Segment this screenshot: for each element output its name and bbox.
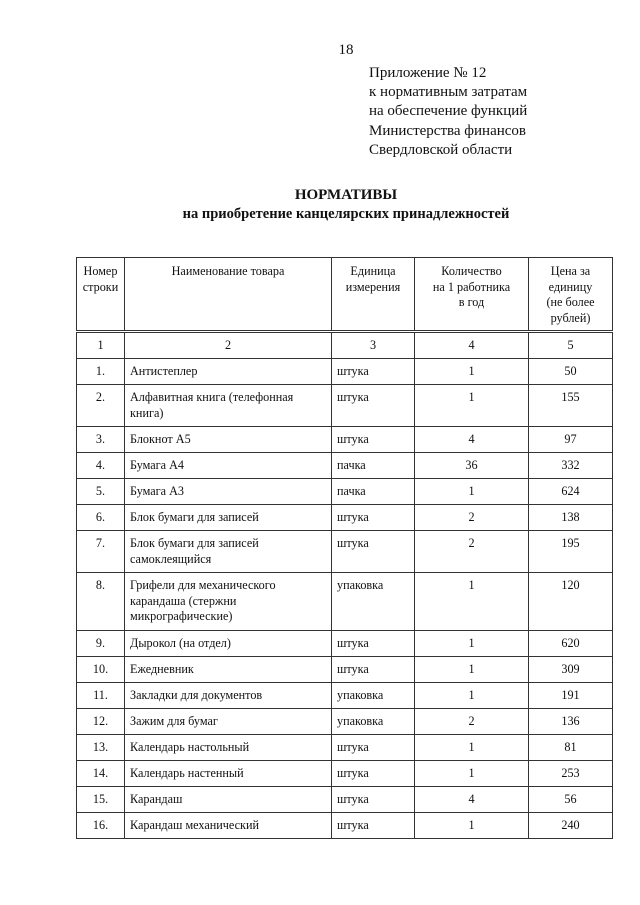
table-row [77, 479, 613, 505]
price-cell: 120 [529, 573, 613, 631]
quantity-cell: 2 [415, 531, 529, 573]
price-cell: 332 [529, 453, 613, 479]
price-cell: 155 [529, 385, 613, 427]
header-quantity: Количество на 1 работника в год [415, 258, 529, 332]
price-cell: 56 [529, 787, 613, 813]
table-row [77, 683, 613, 709]
table-row [77, 709, 613, 735]
unit-cell: упаковка [332, 709, 415, 735]
table-row [77, 385, 613, 427]
item-name-cell: Зажим для бумаг [125, 709, 332, 735]
price-cell: 240 [529, 813, 613, 839]
price-cell: 97 [529, 427, 613, 453]
row-number-cell: 15. [77, 787, 125, 813]
item-name-cell: Алфавитная книга (телефонная книга) [125, 385, 332, 427]
appendix-line: на обеспечение функций [369, 103, 528, 120]
quantity-cell: 1 [415, 479, 529, 505]
unit-cell: штука [332, 531, 415, 573]
table-row [77, 453, 613, 479]
table-row [77, 761, 613, 787]
price-cell: 195 [529, 531, 613, 573]
item-name-cell: Календарь настенный [125, 761, 332, 787]
price-cell: 191 [529, 683, 613, 709]
item-name-cell: Блок бумаги для записей [125, 505, 332, 531]
appendix-line: Приложение № 12 [369, 65, 487, 81]
column-number: 1 [77, 332, 125, 359]
quantity-cell: 1 [415, 657, 529, 683]
quantity-cell: 2 [415, 505, 529, 531]
row-number-cell: 9. [77, 631, 125, 657]
unit-cell: пачка [332, 453, 415, 479]
row-number-cell: 13. [77, 735, 125, 761]
quantity-cell: 1 [415, 385, 529, 427]
row-number-cell: 5. [77, 479, 125, 505]
document-title-block [0, 186, 640, 224]
unit-cell: штука [332, 657, 415, 683]
item-name-cell: Карандаш механический [125, 813, 332, 839]
row-number-cell: 7. [77, 531, 125, 573]
item-name-cell: Антистеплер [125, 359, 332, 385]
price-cell: 136 [529, 709, 613, 735]
item-name-cell: Календарь настольный [125, 735, 332, 761]
row-number-cell: 2. [77, 385, 125, 427]
item-name-cell: Грифели для механического карандаша (стержни микрографические) [125, 573, 332, 631]
item-name-cell: Дырокол (на отдел) [125, 631, 332, 657]
price-cell: 138 [529, 505, 613, 531]
row-number-cell: 12. [77, 709, 125, 735]
row-number-cell: 14. [77, 761, 125, 787]
table-row [77, 505, 613, 531]
column-number: 2 [125, 332, 332, 359]
unit-cell: штука [332, 813, 415, 839]
price-cell: 50 [529, 359, 613, 385]
norms-table [76, 257, 613, 839]
unit-cell: штука [332, 631, 415, 657]
unit-cell: штука [332, 505, 415, 531]
row-number-cell: 3. [77, 427, 125, 453]
document-title: НОРМАТИВЫ [294, 187, 398, 203]
header-item-name: Наименование товара [125, 258, 332, 332]
table-row [77, 359, 613, 385]
table-row [77, 573, 613, 631]
unit-cell: штука [332, 427, 415, 453]
quantity-cell: 4 [415, 787, 529, 813]
item-name-cell: Бумага А4 [125, 453, 332, 479]
appendix-line: Свердловской области [369, 141, 513, 158]
item-name-cell: Закладки для документов [125, 683, 332, 709]
price-cell: 253 [529, 761, 613, 787]
appendix-line: к нормативным затратам [369, 84, 528, 101]
price-cell: 309 [529, 657, 613, 683]
table-row [77, 657, 613, 683]
unit-cell: упаковка [332, 573, 415, 631]
table-row [77, 631, 613, 657]
table-row [77, 531, 613, 573]
row-number-cell: 1. [77, 359, 125, 385]
table-row [77, 735, 613, 761]
row-number-cell: 16. [77, 813, 125, 839]
norms-table-container [76, 257, 612, 839]
item-name-cell: Карандаш [125, 787, 332, 813]
row-number-cell: 8. [77, 573, 125, 631]
header-row-number: Номер строки [77, 258, 125, 332]
row-number-cell: 11. [77, 683, 125, 709]
price-cell: 620 [529, 631, 613, 657]
row-number-cell: 4. [77, 453, 125, 479]
quantity-cell: 1 [415, 735, 529, 761]
quantity-cell: 1 [415, 683, 529, 709]
page-number: 18 [338, 42, 354, 58]
price-cell: 81 [529, 735, 613, 761]
column-number: 3 [332, 332, 415, 359]
column-number-row [77, 332, 613, 359]
item-name-cell: Ежедневник [125, 657, 332, 683]
quantity-cell: 1 [415, 761, 529, 787]
unit-cell: упаковка [332, 683, 415, 709]
quantity-cell: 1 [415, 573, 529, 631]
row-number-cell: 10. [77, 657, 125, 683]
appendix-block [369, 64, 527, 160]
unit-cell: пачка [332, 479, 415, 505]
unit-cell: штука [332, 735, 415, 761]
unit-cell: штука [332, 761, 415, 787]
quantity-cell: 1 [415, 359, 529, 385]
document-subtitle: на приобретение канцелярских принадлежностей [182, 206, 510, 222]
quantity-cell: 4 [415, 427, 529, 453]
table-row [77, 787, 613, 813]
appendix-line: Министерства финансов [369, 122, 526, 139]
quantity-cell: 1 [415, 813, 529, 839]
table-row [77, 813, 613, 839]
row-number-cell: 6. [77, 505, 125, 531]
unit-cell: штука [332, 787, 415, 813]
item-name-cell: Бумага А3 [125, 479, 332, 505]
header-price: Цена за единицу (не более рублей) [529, 258, 613, 332]
column-number: 4 [415, 332, 529, 359]
unit-cell: штука [332, 359, 415, 385]
item-name-cell: Блокнот А5 [125, 427, 332, 453]
header-unit: Единица измерения [332, 258, 415, 332]
quantity-cell: 36 [415, 453, 529, 479]
table-row [77, 427, 613, 453]
quantity-cell: 1 [415, 631, 529, 657]
item-name-cell: Блок бумаги для записей самоклеящийся [125, 531, 332, 573]
table-header-row [77, 258, 613, 332]
price-cell: 624 [529, 479, 613, 505]
unit-cell: штука [332, 385, 415, 427]
quantity-cell: 2 [415, 709, 529, 735]
column-number: 5 [529, 332, 613, 359]
